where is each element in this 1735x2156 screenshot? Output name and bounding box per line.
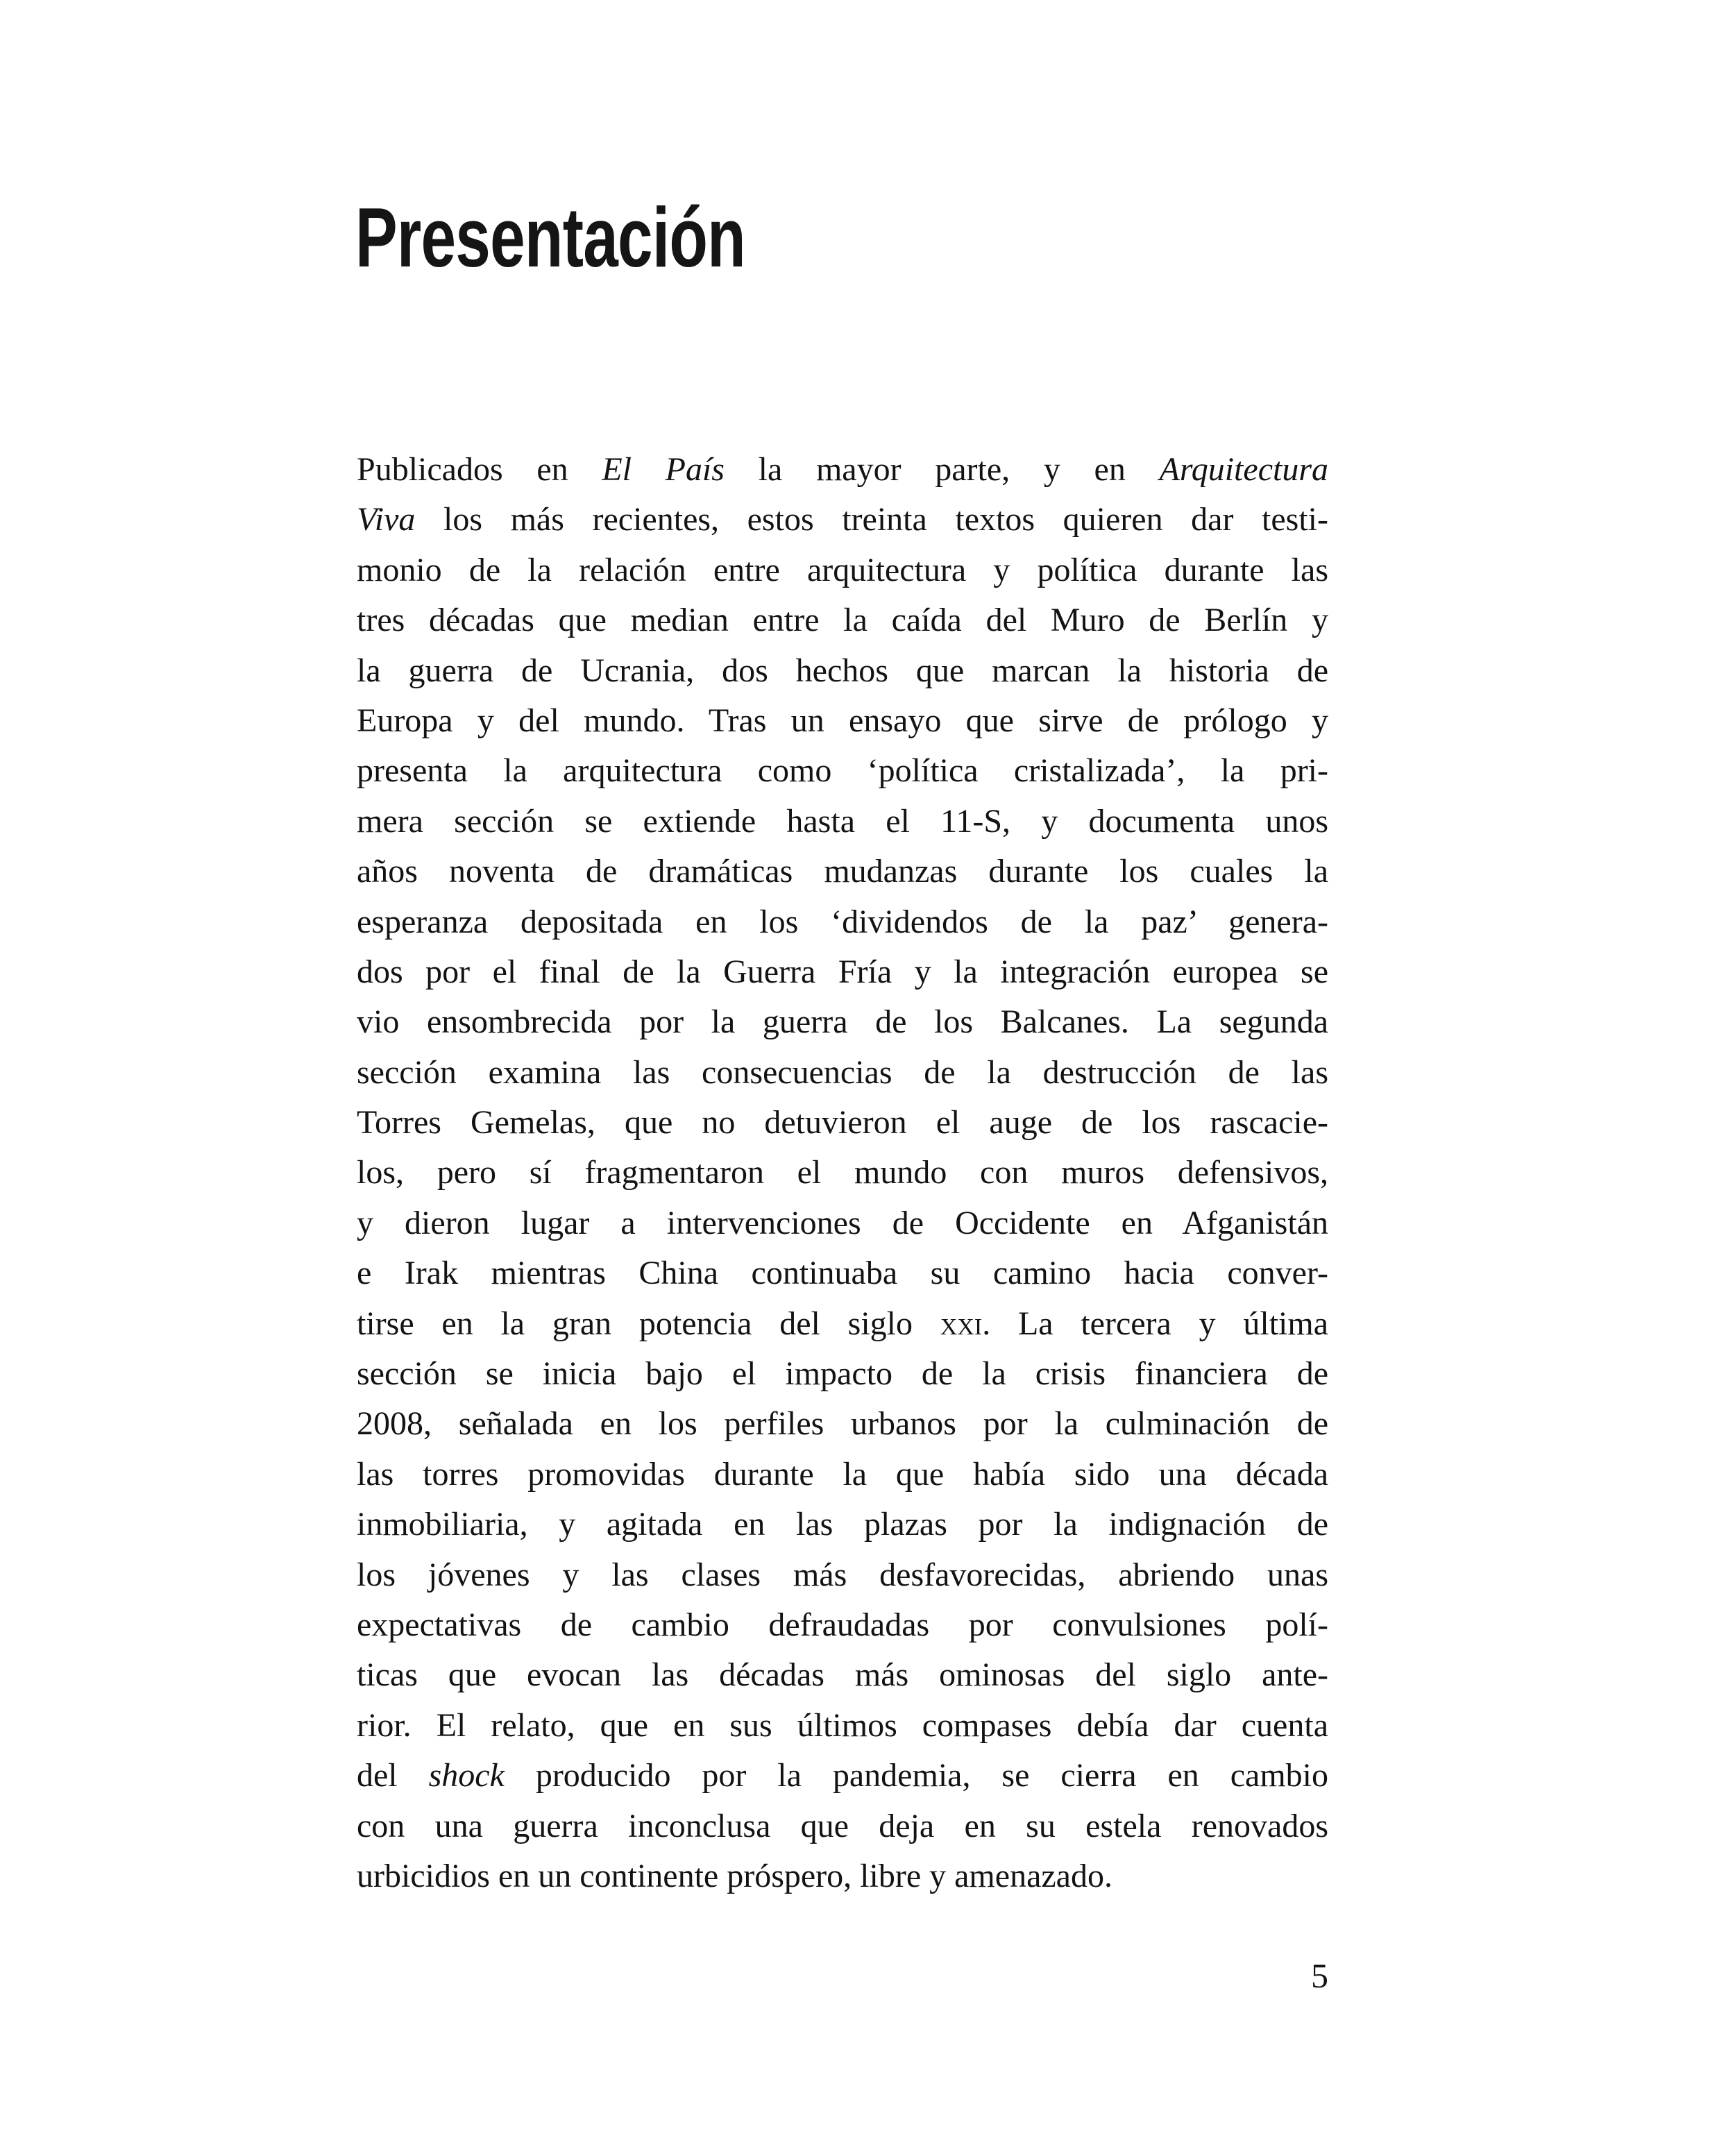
paragraph-line: expectativas de cambio defraudadas por convulsiones polí- — [357, 1606, 1328, 1643]
paragraph-line: con una guerra inconclusa que deja en su estela renovados — [357, 1807, 1328, 1844]
paragraph-line: monio de la relación entre arquitectura y política durante las — [357, 551, 1328, 588]
paragraph-line: Publicados en El País la mayor parte, y en Arquitectura — [357, 451, 1329, 488]
paragraph-line: las torres promovidas durante la que había sido una década — [357, 1455, 1328, 1493]
paragraph-line: presenta la arquitectura como ‘política cristalizada’, la pri- — [357, 752, 1328, 790]
paragraph-line: e Irak mientras China continuaba su camino hacia conver- — [357, 1255, 1328, 1292]
paragraph-line: años noventa de dramáticas mudanzas durante los cuales la — [357, 853, 1328, 890]
paragraph-line: tirse en la gran potencia del siglo xxi. La tercera y última — [357, 1305, 1329, 1342]
paragraph-line: esperanza depositada en los ‘dividendos de la paz’ genera- — [357, 903, 1328, 940]
paragraph-line: Torres Gemelas, que no detuvieron el auge de los rascacie- — [357, 1104, 1328, 1141]
paragraph-line: ticas que evocan las décadas más ominosas del siglo ante- — [357, 1656, 1328, 1694]
paragraph-line: urbicidios en un continente próspero, libre y amenazado. — [357, 1857, 1112, 1894]
paragraph-line: del shock producido por la pandemia, se cierra en cambio — [357, 1757, 1328, 1794]
paragraph — [357, 445, 1328, 1901]
paragraph-line: rior. El relato, que en sus últimos compases debía dar cuenta — [357, 1706, 1328, 1744]
paragraph-line: inmobiliaria, y agitada en las plazas por la indignación de — [357, 1506, 1328, 1543]
paragraph-line: sección se inicia bajo el impacto de la crisis financiera de — [357, 1355, 1328, 1393]
paragraph-line: 2008, señalada en los perfiles urbanos por la culminación de — [357, 1405, 1328, 1443]
page-number: 5 — [1311, 1956, 1328, 1995]
paragraph-line: y dieron lugar a intervenciones de Occidente en Afganistán — [357, 1204, 1328, 1241]
paragraph-line: mera sección se extiende hasta el 11-S, y documenta unos — [357, 802, 1328, 840]
chapter-title: Presentación — [355, 190, 745, 285]
paragraph-line: los, pero sí fragmentaron el mundo con muros defensivos, — [357, 1154, 1328, 1191]
paragraph-line: vio ensombrecida por la guerra de los Balcanes. La segunda — [357, 1003, 1328, 1041]
paragraph-line: dos por el final de la Guerra Fría y la integración europea se — [357, 953, 1328, 990]
paragraph-line: la guerra de Ucrania, dos hechos que marcan la historia de — [357, 652, 1328, 689]
paragraph-line: los jóvenes y las clases más desfavorecidas, abriendo unas — [357, 1556, 1328, 1593]
paragraph-line: Europa y del mundo. Tras un ensayo que sirve de prólogo y — [357, 702, 1328, 739]
paragraph-line: Viva los más recientes, estos treinta textos quieren dar testi- — [357, 501, 1328, 538]
paragraph-line: tres décadas que median entre la caída del Muro de Berlín y — [357, 602, 1328, 639]
paragraph-line: sección examina las consecuencias de la destrucción de las — [357, 1053, 1328, 1091]
